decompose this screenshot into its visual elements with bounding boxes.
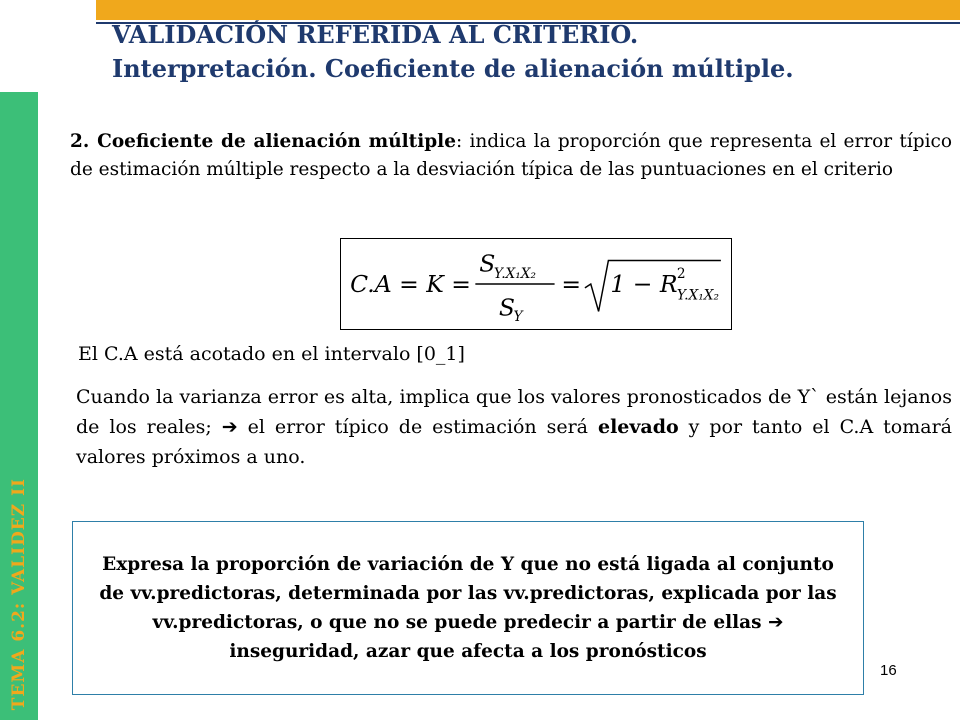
title-line-1: VALIDACIÓN REFERIDA AL CRITERIO. [112,20,639,49]
slide-title [112,18,932,86]
definition-paragraph [70,128,952,184]
formula-equals: = [561,269,582,298]
right-arrow-icon: ➔ [221,416,238,438]
explanation-part-2: el error típico de estimación será [237,416,598,438]
formula [341,239,731,329]
explanation-part-3: y por tanto el C.A tomará valores próximos a uno. [76,416,952,468]
summary-box [72,521,864,695]
formula-numerator: S [479,249,496,278]
formula-denominator-sub: Y [513,309,523,326]
summary-text [87,550,849,666]
explanation-bold: elevado [597,416,679,438]
formula-rhs-sub: Y.X₁X₂ [676,287,719,304]
formula-denominator: S [498,293,515,322]
term-label: 2. Coeficiente de alienación múltiple [70,131,456,152]
bound-statement: El C.A está acotado en el intervalo [0_1] [78,343,465,365]
sidebar [0,92,38,720]
definition-text: : indica la proporción que representa el error típico de estimación múltiple respecto a la desviación típica de las puntuaciones en el criterio [70,131,952,180]
sidebar-label: TEMA 6.2: VALIDEZ II [9,477,29,710]
summary-part-1: Expresa la proporción de variación de Y que no está ligada al conjunto de vv.predictoras, determinada por las vv.predictoras, explicada por las vv.predictoras, o que no se puede predecir a partir de ellas [99,554,837,633]
formula-lhs: C.A = K = [350,269,471,298]
formula-numerator-sub: Y.X₁X₂ [493,266,537,283]
explanation-paragraph [76,382,952,472]
summary-part-2: inseguridad, azar que afecta a los pronósticos [229,641,707,662]
top-accent-bar [96,0,960,20]
formula-rhs-sup: 2 [676,266,686,283]
formula-box [340,238,732,330]
formula-rhs: 1 − R [610,269,678,298]
title-line-2: Interpretación. Coeficiente de alienación múltiple. [112,54,794,83]
explanation-part-1: Cuando la varianza error es alta, implica que los valores pronosticados de Y` están lejanos de los reales; [76,386,952,438]
right-arrow-icon: ➔ [768,612,784,633]
page-number: 16 [880,662,897,679]
